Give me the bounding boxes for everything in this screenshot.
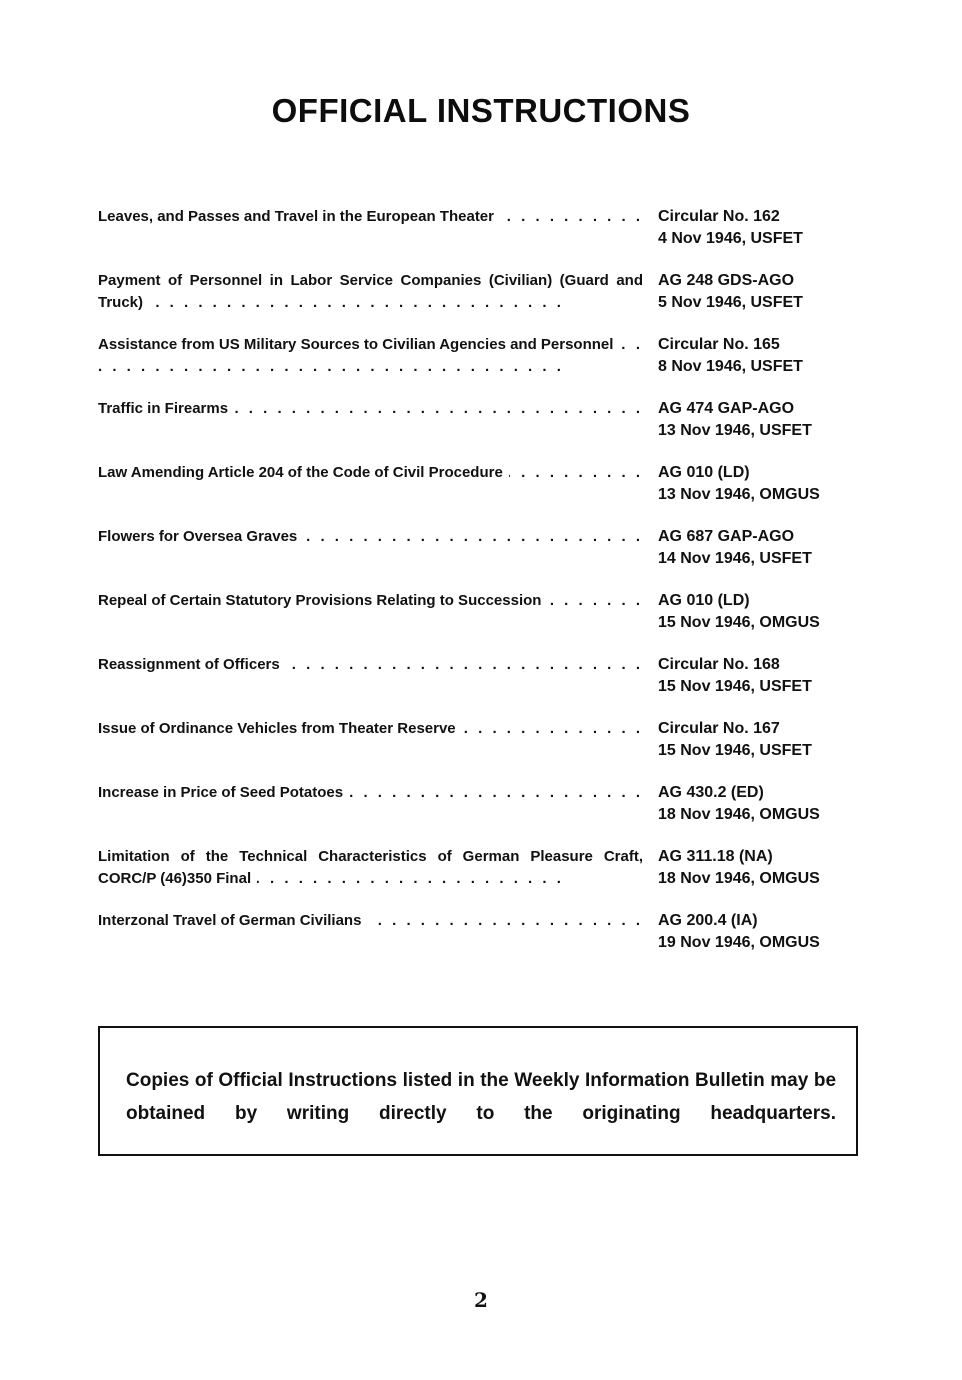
instruction-title: [98, 206, 643, 228]
instruction-title: [98, 270, 643, 314]
instruction-reference: [658, 718, 858, 762]
reference-date: 14 Nov 1946, USFET: [658, 550, 812, 567]
reference-date: 4 Nov 1946, USFET: [658, 230, 803, 247]
instruction-title-text: Reassignment of Officers: [98, 656, 286, 673]
reference-date: 19 Nov 1946, OMGUS: [658, 934, 820, 951]
instruction-title: [98, 654, 643, 676]
instruction-title-text: Increase in Price of Seed Potatoes: [98, 784, 349, 801]
reference-date: 18 Nov 1946, OMGUS: [658, 870, 820, 887]
instruction-entry: [98, 654, 858, 718]
dot-leader: [98, 462, 643, 484]
instruction-entry: [98, 334, 858, 398]
instruction-entry: [98, 590, 858, 654]
instruction-reference: [658, 526, 858, 570]
notice-text-after: may be obtained by writing directly to the originating headquarters.: [126, 1070, 837, 1124]
instruction-reference: [658, 654, 858, 698]
reference-date: 15 Nov 1946, OMGUS: [658, 614, 820, 631]
notice-text: [126, 1064, 836, 1130]
dot-leader: [98, 718, 643, 740]
reference-number: AG 474 GAP-AGO: [658, 400, 795, 417]
instruction-entry: [98, 782, 858, 846]
dot-leader: [98, 270, 643, 314]
instruction-reference: [658, 782, 858, 826]
reference-date: 18 Nov 1946, OMGUS: [658, 806, 820, 823]
reference-number: Circular No. 168: [658, 656, 780, 673]
instruction-title-text: Repeal of Certain Statutory Provisions Relating to Succession: [98, 592, 547, 609]
instruction-entry: [98, 462, 858, 526]
instruction-title-text: Flowers for Oversea Graves: [98, 528, 303, 545]
reference-number: AG 010 (LD): [658, 592, 750, 609]
instruction-title-text: Issue of Ordinance Vehicles from Theater Reserve: [98, 720, 462, 737]
page-title: OFFICIAL INSTRUCTIONS: [271, 92, 691, 129]
reference-number: AG 430.2 (ED): [658, 784, 764, 801]
reference-date: 5 Nov 1946, USFET: [658, 294, 803, 311]
instruction-title: [98, 526, 643, 548]
dot-leader: [98, 782, 643, 804]
instruction-title: [98, 590, 643, 612]
reference-date: 8 Nov 1946, USFET: [658, 358, 803, 375]
instruction-entry: [98, 718, 858, 782]
instruction-title-text: Traffic in Firearms: [98, 400, 234, 417]
reference-number: Circular No. 167: [658, 720, 780, 737]
instruction-entry: [98, 846, 858, 910]
instruction-title: [98, 462, 643, 484]
dot-leader: [98, 526, 643, 548]
instruction-reference: [658, 334, 858, 378]
instruction-entry: [98, 398, 858, 462]
reference-date: 15 Nov 1946, USFET: [658, 678, 812, 695]
instruction-reference: [658, 590, 858, 634]
instruction-title: [98, 846, 643, 890]
instruction-title: [98, 718, 643, 740]
reference-number: Circular No. 162: [658, 208, 780, 225]
dot-leader: [98, 654, 643, 676]
dot-leader: [98, 846, 643, 890]
instruction-entry: [98, 270, 858, 334]
instruction-title: [98, 910, 643, 932]
instruction-title-text: Limitation of the Technical Characteristics of German Pleasure Craft, CORC/P (46)350 Final: [98, 848, 643, 887]
instruction-reference: [658, 398, 858, 442]
instruction-title: [98, 398, 643, 420]
reference-date: 13 Nov 1946, USFET: [658, 422, 812, 439]
dot-leader: [98, 590, 643, 612]
dot-leader: [98, 206, 643, 228]
reference-number: AG 248 GDS-AGO: [658, 272, 795, 289]
instruction-title: [98, 782, 643, 804]
instruction-reference: [658, 462, 858, 506]
page-number: 2: [474, 1288, 488, 1312]
instruction-reference: [658, 270, 858, 314]
instruction-title-text: Law Amending Article 204 of the Code of Civil Procedure: [98, 464, 509, 481]
instruction-title-text: Interzonal Travel of German Civilians: [98, 912, 367, 929]
reference-date: 15 Nov 1946, USFET: [658, 742, 812, 759]
instruction-entry: [98, 526, 858, 590]
dot-leader: [98, 398, 643, 420]
reference-number: AG 010 (LD): [658, 464, 750, 481]
instruction-title: [98, 334, 643, 356]
dot-leader: [98, 334, 643, 356]
notice-box: [98, 1026, 858, 1156]
notice-text-before: Copies of Official Instructions listed in the: [126, 1070, 509, 1091]
instruction-reference: [658, 206, 858, 250]
instruction-reference: [658, 910, 858, 954]
reference-number: Circular No. 165: [658, 336, 780, 353]
reference-number: AG 687 GAP-AGO: [658, 528, 795, 545]
instruction-entry: [98, 206, 858, 270]
reference-date: 13 Nov 1946, OMGUS: [658, 486, 820, 503]
instructions-list: [98, 206, 858, 974]
instruction-title-text: Payment of Personnel in Labor Service Companies (Civilian) (Guard and Truck): [98, 272, 643, 311]
reference-number: AG 200.4 (IA): [658, 912, 758, 929]
instruction-title-text: Leaves, and Passes and Travel in the European Theater: [98, 208, 500, 225]
instruction-title-text: Assistance from US Military Sources to Civilian Agencies and Personnel: [98, 336, 619, 353]
reference-number: AG 311.18 (NA): [658, 848, 773, 865]
dot-leader: [98, 910, 643, 932]
instruction-entry: [98, 910, 858, 974]
notice-emphasis: Weekly Information Bulletin: [514, 1070, 765, 1091]
instruction-reference: [658, 846, 858, 890]
